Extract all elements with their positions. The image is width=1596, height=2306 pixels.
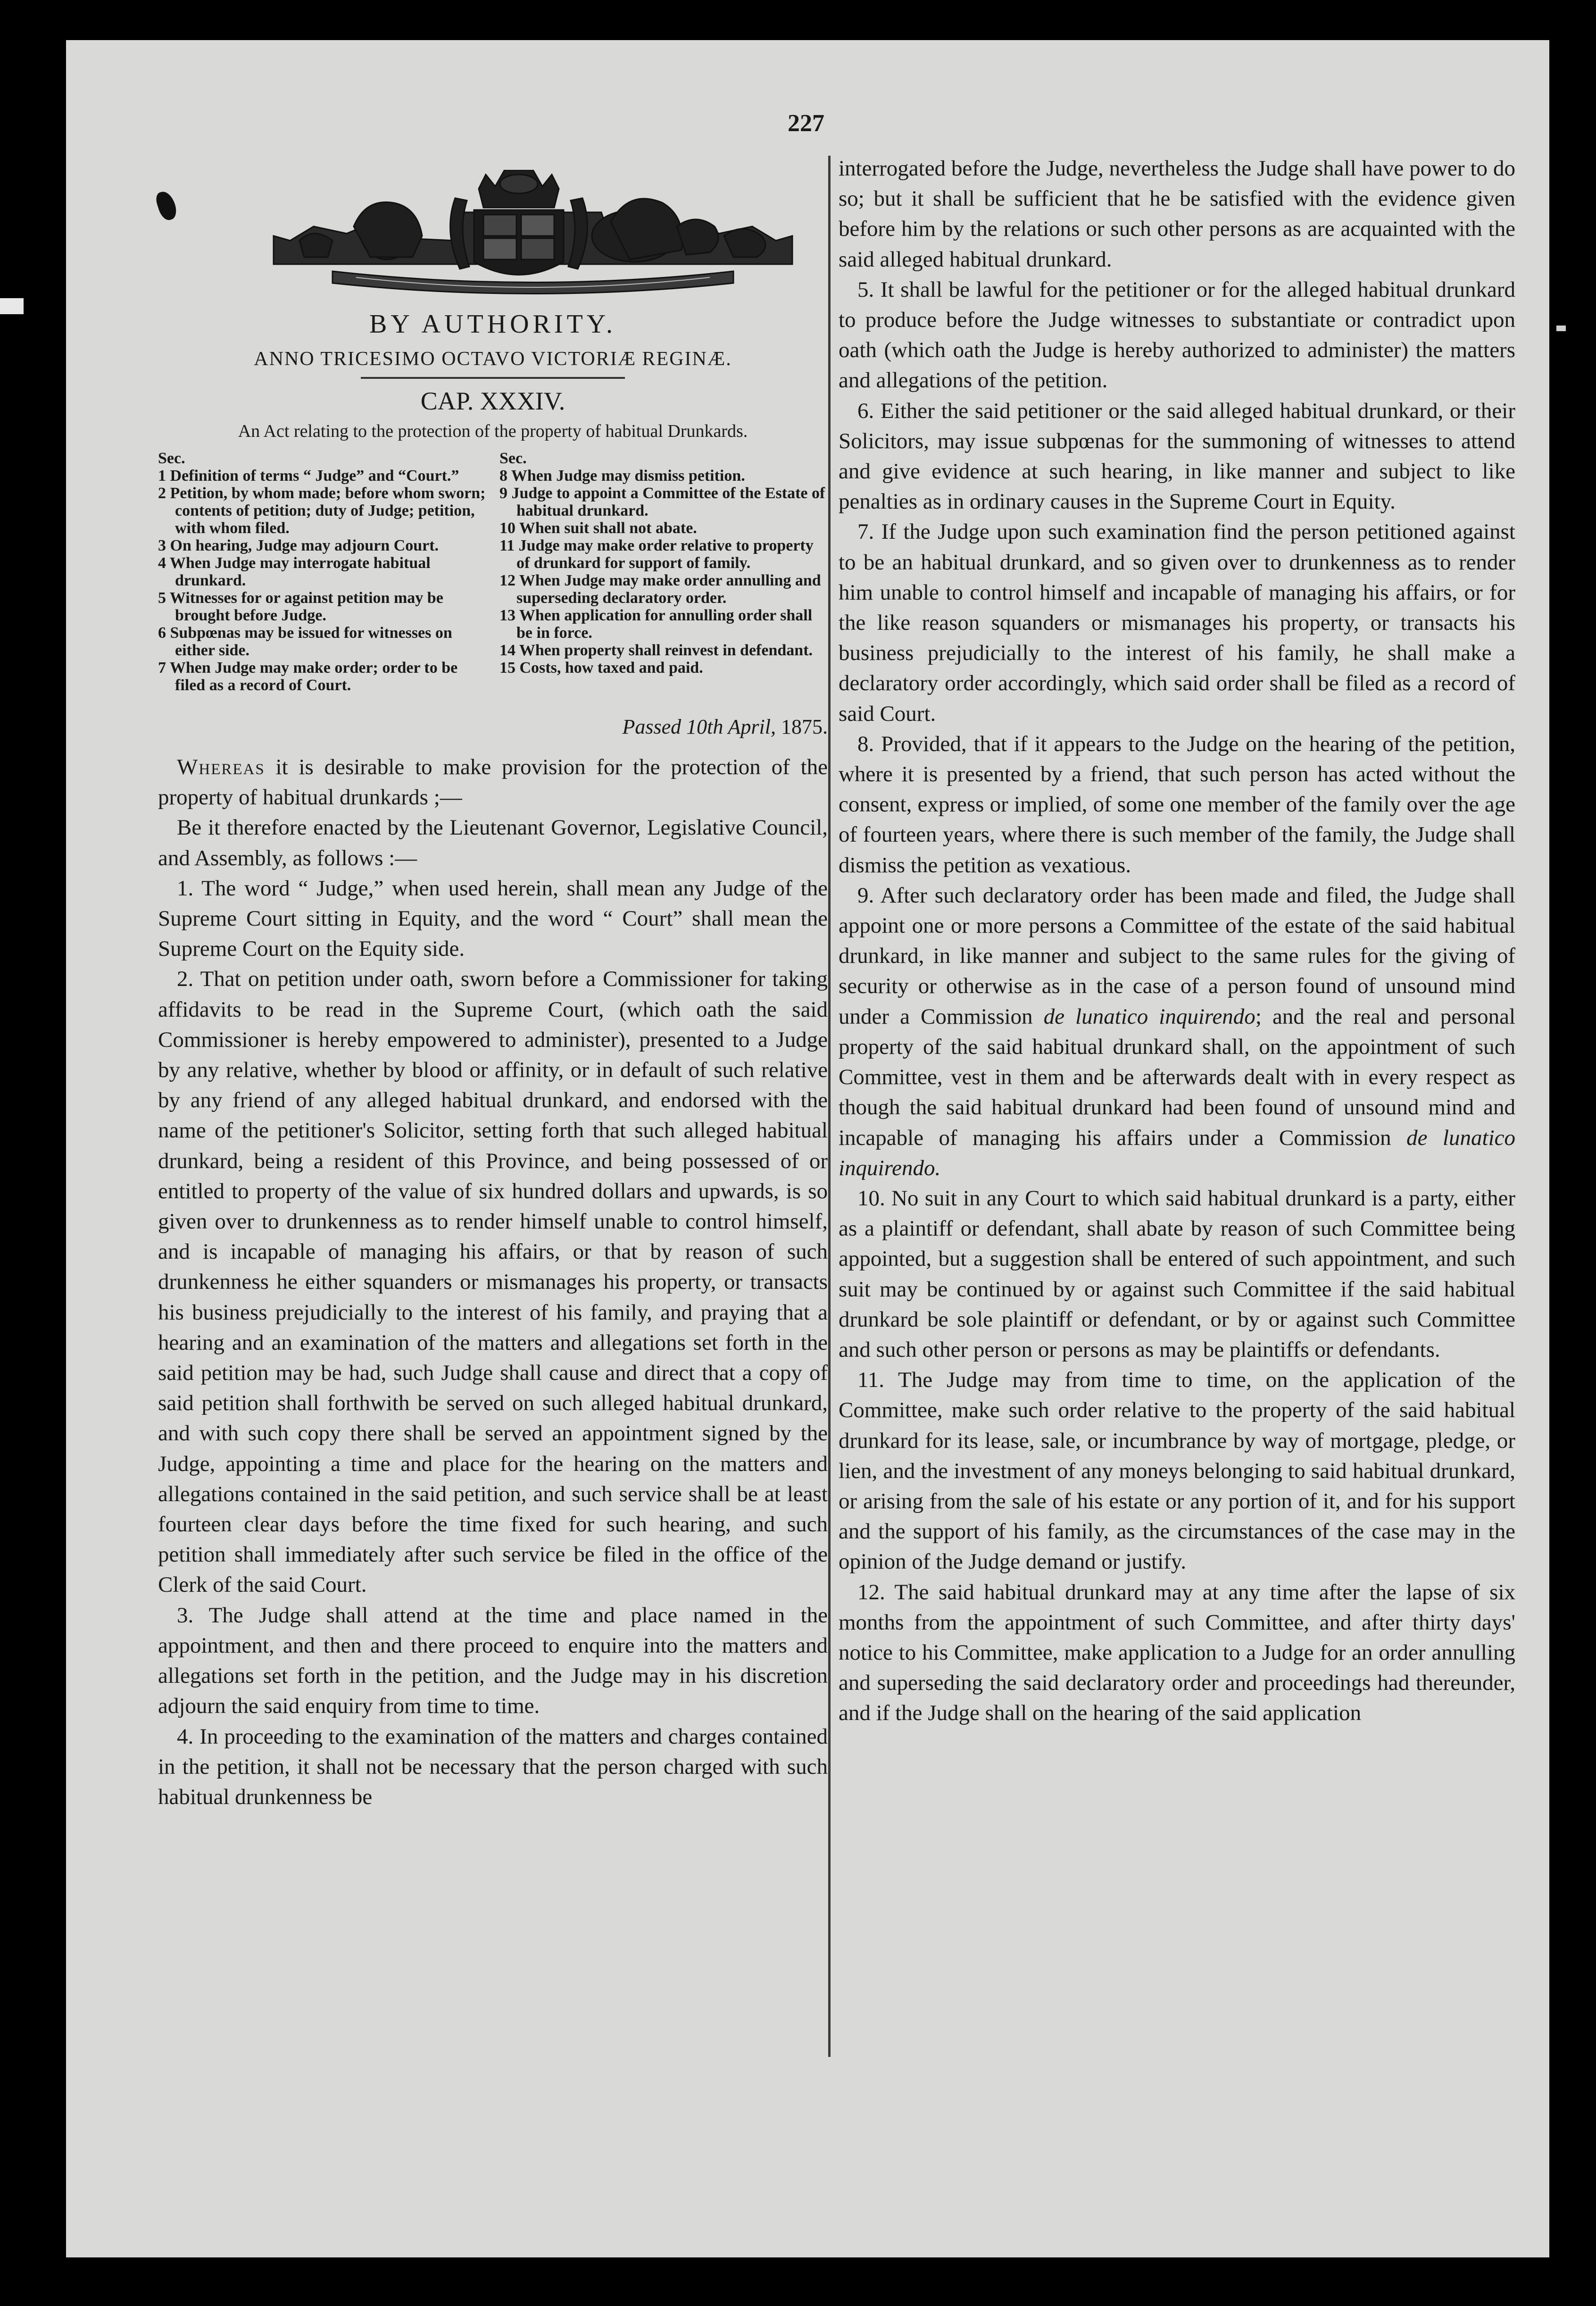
section-index-item: 5 Witnesses for or against petition may be brought before Judge. bbox=[158, 589, 443, 624]
section-4-continued: interrogated before the Judge, nevertheless the Judge shall have power to do so; but it shall be sufficient that he be satisfied with the evidence given before him by the relations or such other persons as are acquainted with the said alleged habitual drunkard. bbox=[839, 156, 1515, 272]
section-index-item: 6 Subpœnas may be issued for witnesses on either side. bbox=[158, 624, 452, 659]
right-column bbox=[839, 153, 1515, 1729]
section-9 bbox=[839, 880, 1515, 1183]
preamble bbox=[158, 752, 828, 812]
section-index-right bbox=[499, 450, 828, 694]
regnal-year-heading: ANNO TRICESIMO OCTAVO VICTORIÆ REGINÆ. bbox=[254, 348, 732, 370]
section-11: 11. The Judge may from time to time, on the application of the Committee, make such order relative to the property of the said habitual drunkard for its lease, sale, or incumbrance by way of mortgage, pledge, or lien, and the investment of any moneys belonging to said habitual drunkard, or arising from the sale of his estate or any portion of it, and for his support and the support of his family, as the circumstances of the case may in the opinion of the Judge demand or justify. bbox=[839, 1368, 1515, 1574]
royal-coat-of-arms-emblem bbox=[271, 170, 795, 297]
preamble-text: it is desirable to make provision for the protection of the property of habitual drunkards ;— bbox=[158, 755, 828, 810]
heading-rule bbox=[361, 377, 625, 379]
section-index-item: 13 When application for annulling order shall be in force. bbox=[499, 607, 813, 642]
act-title: An Act relating to the protection of the property of habitual Drunkards. bbox=[238, 421, 748, 441]
section-index-item: 10 When suit shall not abate. bbox=[499, 519, 697, 537]
film-edge-mark-right bbox=[1556, 326, 1566, 331]
section-index bbox=[158, 450, 828, 694]
section-9-part-2: ; and the real and personal property of the said habitual drunkard shall, on the appointment of such Committee, vest in them and be afterwards dealt with in every respect as though the said habitual drunkard had been found of unsound mind and incapable of managing his affairs under a Commission bbox=[839, 1004, 1515, 1150]
passed-date-line bbox=[158, 715, 828, 739]
whereas-word: Whereas bbox=[177, 755, 265, 779]
section-index-item: 15 Costs, how taxed and paid. bbox=[499, 659, 703, 677]
passed-date: 10th April, bbox=[686, 715, 776, 738]
page-number: 227 bbox=[788, 110, 824, 137]
section-index-item: 11 Judge may make order relative to property of drunkard for support of family. bbox=[499, 537, 814, 572]
section-index-item: 8 When Judge may dismiss petition. bbox=[499, 467, 745, 485]
enacting-clause: Be it therefore enacted by the Lieutenant Governor, Legislative Council, and Assembly, as follows :— bbox=[158, 815, 828, 870]
section-10: 10. No suit in any Court to which said habitual drunkard is a party, either as a plaintiff or defendant, shall abate by reason of such Committee being appointed, but a suggestion shall be entered of such appointment, and such suit may be continued by or against such Committee if the said habitual drunkard be sole plaintiff or defendant, or by or against such Committee and such other person or persons as may be plaintiffs or defendants. bbox=[839, 1186, 1515, 1362]
section-9-part-1: 9. After such declaratory order has been made and filed, the Judge shall appoint one or more persons a Committee of the estate of the said habitual drunkard, in like manner and subject to the same rules for the giving of security or otherwise as in the case of a person found of unsound mind under a Commission bbox=[839, 883, 1515, 1029]
section-5: 5. It shall be lawful for the petitioner or for the alleged habitual drunkard to produce before the Judge witnesses to substantiate or contradict upon oath (which oath the Judge is hereby authorized to administer) the matters and allegations of the petition. bbox=[839, 277, 1515, 393]
section-index-left bbox=[158, 450, 486, 694]
latin-phrase: de lunatico inquirendo bbox=[1043, 1004, 1255, 1029]
section-index-item: 9 Judge to appoint a Committee of the Estate of habitual drunkard. bbox=[499, 485, 825, 519]
section-index-item: 1 Definition of terms “ Judge” and “Court.” bbox=[158, 467, 459, 485]
section-6: 6. Either the said petitioner or the said alleged habitual drunkard, or their Solicitors, may issue subpœnas for the summoning of witnesses to attend and give evidence at such hearing, in like manner and subject to like penalties as in ordinary causes in the Supreme Court in Equity. bbox=[839, 398, 1515, 514]
film-edge-mark bbox=[0, 298, 24, 314]
section-index-item: 3 On hearing, Judge may adjourn Court. bbox=[158, 537, 439, 554]
latin-phrase: de lunatico inquirendo. bbox=[839, 1125, 1516, 1180]
section-index-item: 14 When property shall reinvest in defendant. bbox=[499, 642, 813, 659]
section-7: 7. If the Judge upon such examination find the person petitioned against to be an habitual drunkard, and so given over to drunkenness as to render him unable to control himself and incapable of managing his affairs, or for the like reason squanders or mismanages his property, or transacts his business prejudicially to the interest of his family, he shall make a declaratory order accordingly, which said order shall be filed as a record of said Court. bbox=[839, 519, 1515, 726]
by-authority-heading: BY AUTHORITY. bbox=[369, 309, 617, 339]
section-12: 12. The said habitual drunkard may at any time after the lapse of six months from the appointment of such Committee, and after thirty days' notice to his Committee, make application to a Judge for an order annulling and superseding the said declaratory order and proceedings had thereunder, and if the Judge shall on the hearing of the said application bbox=[839, 1579, 1515, 1726]
section-index-item: 2 Petition, by whom made; before whom sworn; contents of petition; duty of Judge; petition, with whom filed. bbox=[158, 485, 486, 537]
section-index-heading: Sec. bbox=[158, 450, 185, 467]
section-index-item: 7 When Judge may make order; order to be filed as a record of Court. bbox=[158, 659, 458, 694]
section-1: 1. The word “ Judge,” when used herein, shall mean any Judge of the Supreme Court sitting in Equity, and the word “ Court” shall mean the Supreme Court on the Equity side. bbox=[158, 876, 828, 961]
column-divider bbox=[828, 156, 831, 2057]
left-column bbox=[158, 309, 828, 1812]
chapter-heading: CAP. XXXIV. bbox=[420, 387, 565, 415]
section-index-heading: Sec. bbox=[499, 450, 527, 467]
section-index-item: 12 When Judge may make order annulling and superseding declaratory order. bbox=[499, 572, 821, 607]
passed-year: 1875. bbox=[781, 715, 828, 738]
passed-label: Passed bbox=[622, 715, 682, 738]
section-2: 2. That on petition under oath, sworn before a Commissioner for taking affidavits to be read in the Supreme Court, (which oath the said Commissioner is hereby empowered to administer), presented to a Judge by any relative, whether by blood or affinity, or in default of such relative by any friend of any alleged habitual drunkard, and endorsed with the name of the petitioner's Solicitor, setting forth that such alleged habitual drunkard, being a resident of this Province, and being possessed of or entitled to property of the value of six hundred dollars and upwards, is so given over to drunkenness as to render himself unable to control himself, and is incapable of managing his affairs, or that by reason of such drunkenness he either squanders or mismanages his property, or transacts his business prejudicially to the interest of his family, and praying that a hearing and an examination of the matters and allegations set forth in the said petition may be had, such Judge shall cause and direct that a copy of said petition shall forthwith be served on such alleged habitual drunkard, and with such copy there shall be served an appointment signed by the Judge, appointing a time and place for the hearing on the matters and allegations contained in the said petition, and such service shall be at least fourteen clear days before the time fixed for such hearing, and such petition shall immediately after such service be filed in the office of the Clerk of the said Court. bbox=[158, 967, 828, 1597]
section-3: 3. The Judge shall attend at the time and place named in the appointment, and then and there proceed to enquire into the matters and allegations set forth in the petition, and the Judge may in his discretion adjourn the said enquiry from time to time. bbox=[158, 1603, 828, 1719]
section-4-start: 4. In proceeding to the examination of the matters and charges contained in the petition, it shall not be necessary that the person charged with such habitual drunkenness be bbox=[158, 1724, 828, 1809]
section-index-item: 4 When Judge may interrogate habitual drunkard. bbox=[158, 554, 431, 589]
section-8: 8. Provided, that if it appears to the Judge on the hearing of the petition, where it is presented by a friend, that such person has acted without the consent, express or implied, of some one member of the family over the age of fourteen years, where there is such member of the family, the Judge shall dismiss the petition as vexatious. bbox=[839, 731, 1515, 877]
